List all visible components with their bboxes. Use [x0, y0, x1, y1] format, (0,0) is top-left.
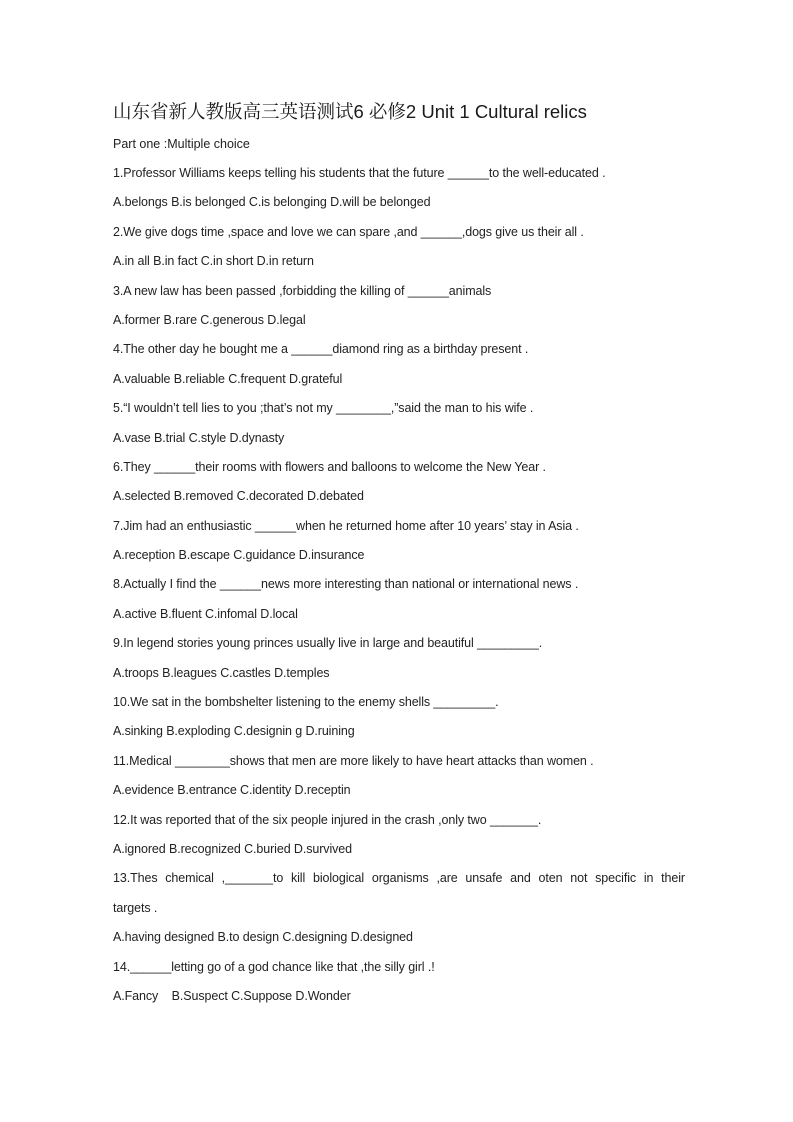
question-6-options: A.selected B.removed C.decorated D.debated — [113, 489, 364, 504]
section-heading: Part one :Multiple choice — [113, 137, 250, 151]
question-4-options: A.valuable B.reliable C.frequent D.grateful — [113, 371, 343, 386]
page-title: 山东省新人教版高三英语测试6 必修2 Unit 1 Cultural relics — [113, 101, 587, 122]
question-6-stem: 6.They ______their rooms with flowers and balloons to welcome the New Year . — [113, 459, 546, 474]
question-5-options: A.vase B.trial C.style D.dynasty — [113, 430, 285, 445]
question-list — [113, 164, 685, 1016]
question-3-stem: 3.A new law has been passed ,forbidding the killing of ______animals — [113, 283, 492, 298]
question-7-stem: 7.Jim had an enthusiastic ______when he returned home after 10 years’ stay in Asia . — [113, 518, 579, 533]
question-8-stem: 8.Actually I find the ______news more interesting than national or international news . — [113, 577, 579, 592]
question-9-options: A.troops B.leagues C.castles D.temples — [113, 665, 330, 680]
question-5-stem: 5.“I wouldn’t tell lies to you ;that’s not my ________,”said the man to his wife . — [113, 401, 534, 416]
question-9-stem: 9.In legend stories young princes usually live in large and beautiful _________. — [113, 636, 543, 651]
question-3-options: A.former B.rare C.generous D.legal — [113, 312, 306, 327]
question-1-stem: 1.Professor Williams keeps telling his students that the future ______to the well-educated . — [113, 166, 606, 180]
question-10-options: A.sinking B.exploding C.designin g D.ruining — [113, 724, 355, 739]
question-2-stem: 2.We give dogs time ,space and love we can spare ,and ______,dogs give us their all . — [113, 224, 584, 239]
question-12-stem: 12.It was reported that of the six people injured in the crash ,only two _______. — [113, 812, 542, 827]
question-1-options: A.belongs B.is belonged C.is belonging D.will be belonged — [113, 195, 431, 210]
question-2-options: A.in all B.in fact C.in short D.in return — [113, 254, 314, 269]
question-13-options: A.having designed B.to design C.designing D.designed — [113, 930, 413, 945]
question-7-options: A.reception B.escape C.guidance D.insurance — [113, 548, 365, 563]
question-11-options: A.evidence B.entrance C.identity D.receptin — [113, 783, 351, 798]
question-14-options: A.Fancy B.Suspect C.Suppose D.Wonder — [113, 988, 351, 1003]
question-10-stem: 10.We sat in the bombshelter listening to the enemy shells _________. — [113, 695, 499, 710]
question-12-options: A.ignored B.recognized C.buried D.survived — [113, 841, 352, 856]
question-13-stem-continued: targets . — [113, 900, 158, 915]
question-8-options: A.active B.fluent C.infomal D.local — [113, 606, 298, 621]
question-13-stem: 13.Thes chemical ,_______to kill biological organisms ,are unsafe and oten not specific in their — [113, 871, 685, 886]
question-4-stem: 4.The other day he bought me a ______diamond ring as a birthday present . — [113, 342, 529, 357]
question-11-stem: 11.Medical ________shows that men are more likely to have heart attacks than women . — [113, 753, 594, 768]
question-14-stem: 14.______letting go of a god chance like that ,the silly girl .! — [113, 959, 435, 974]
